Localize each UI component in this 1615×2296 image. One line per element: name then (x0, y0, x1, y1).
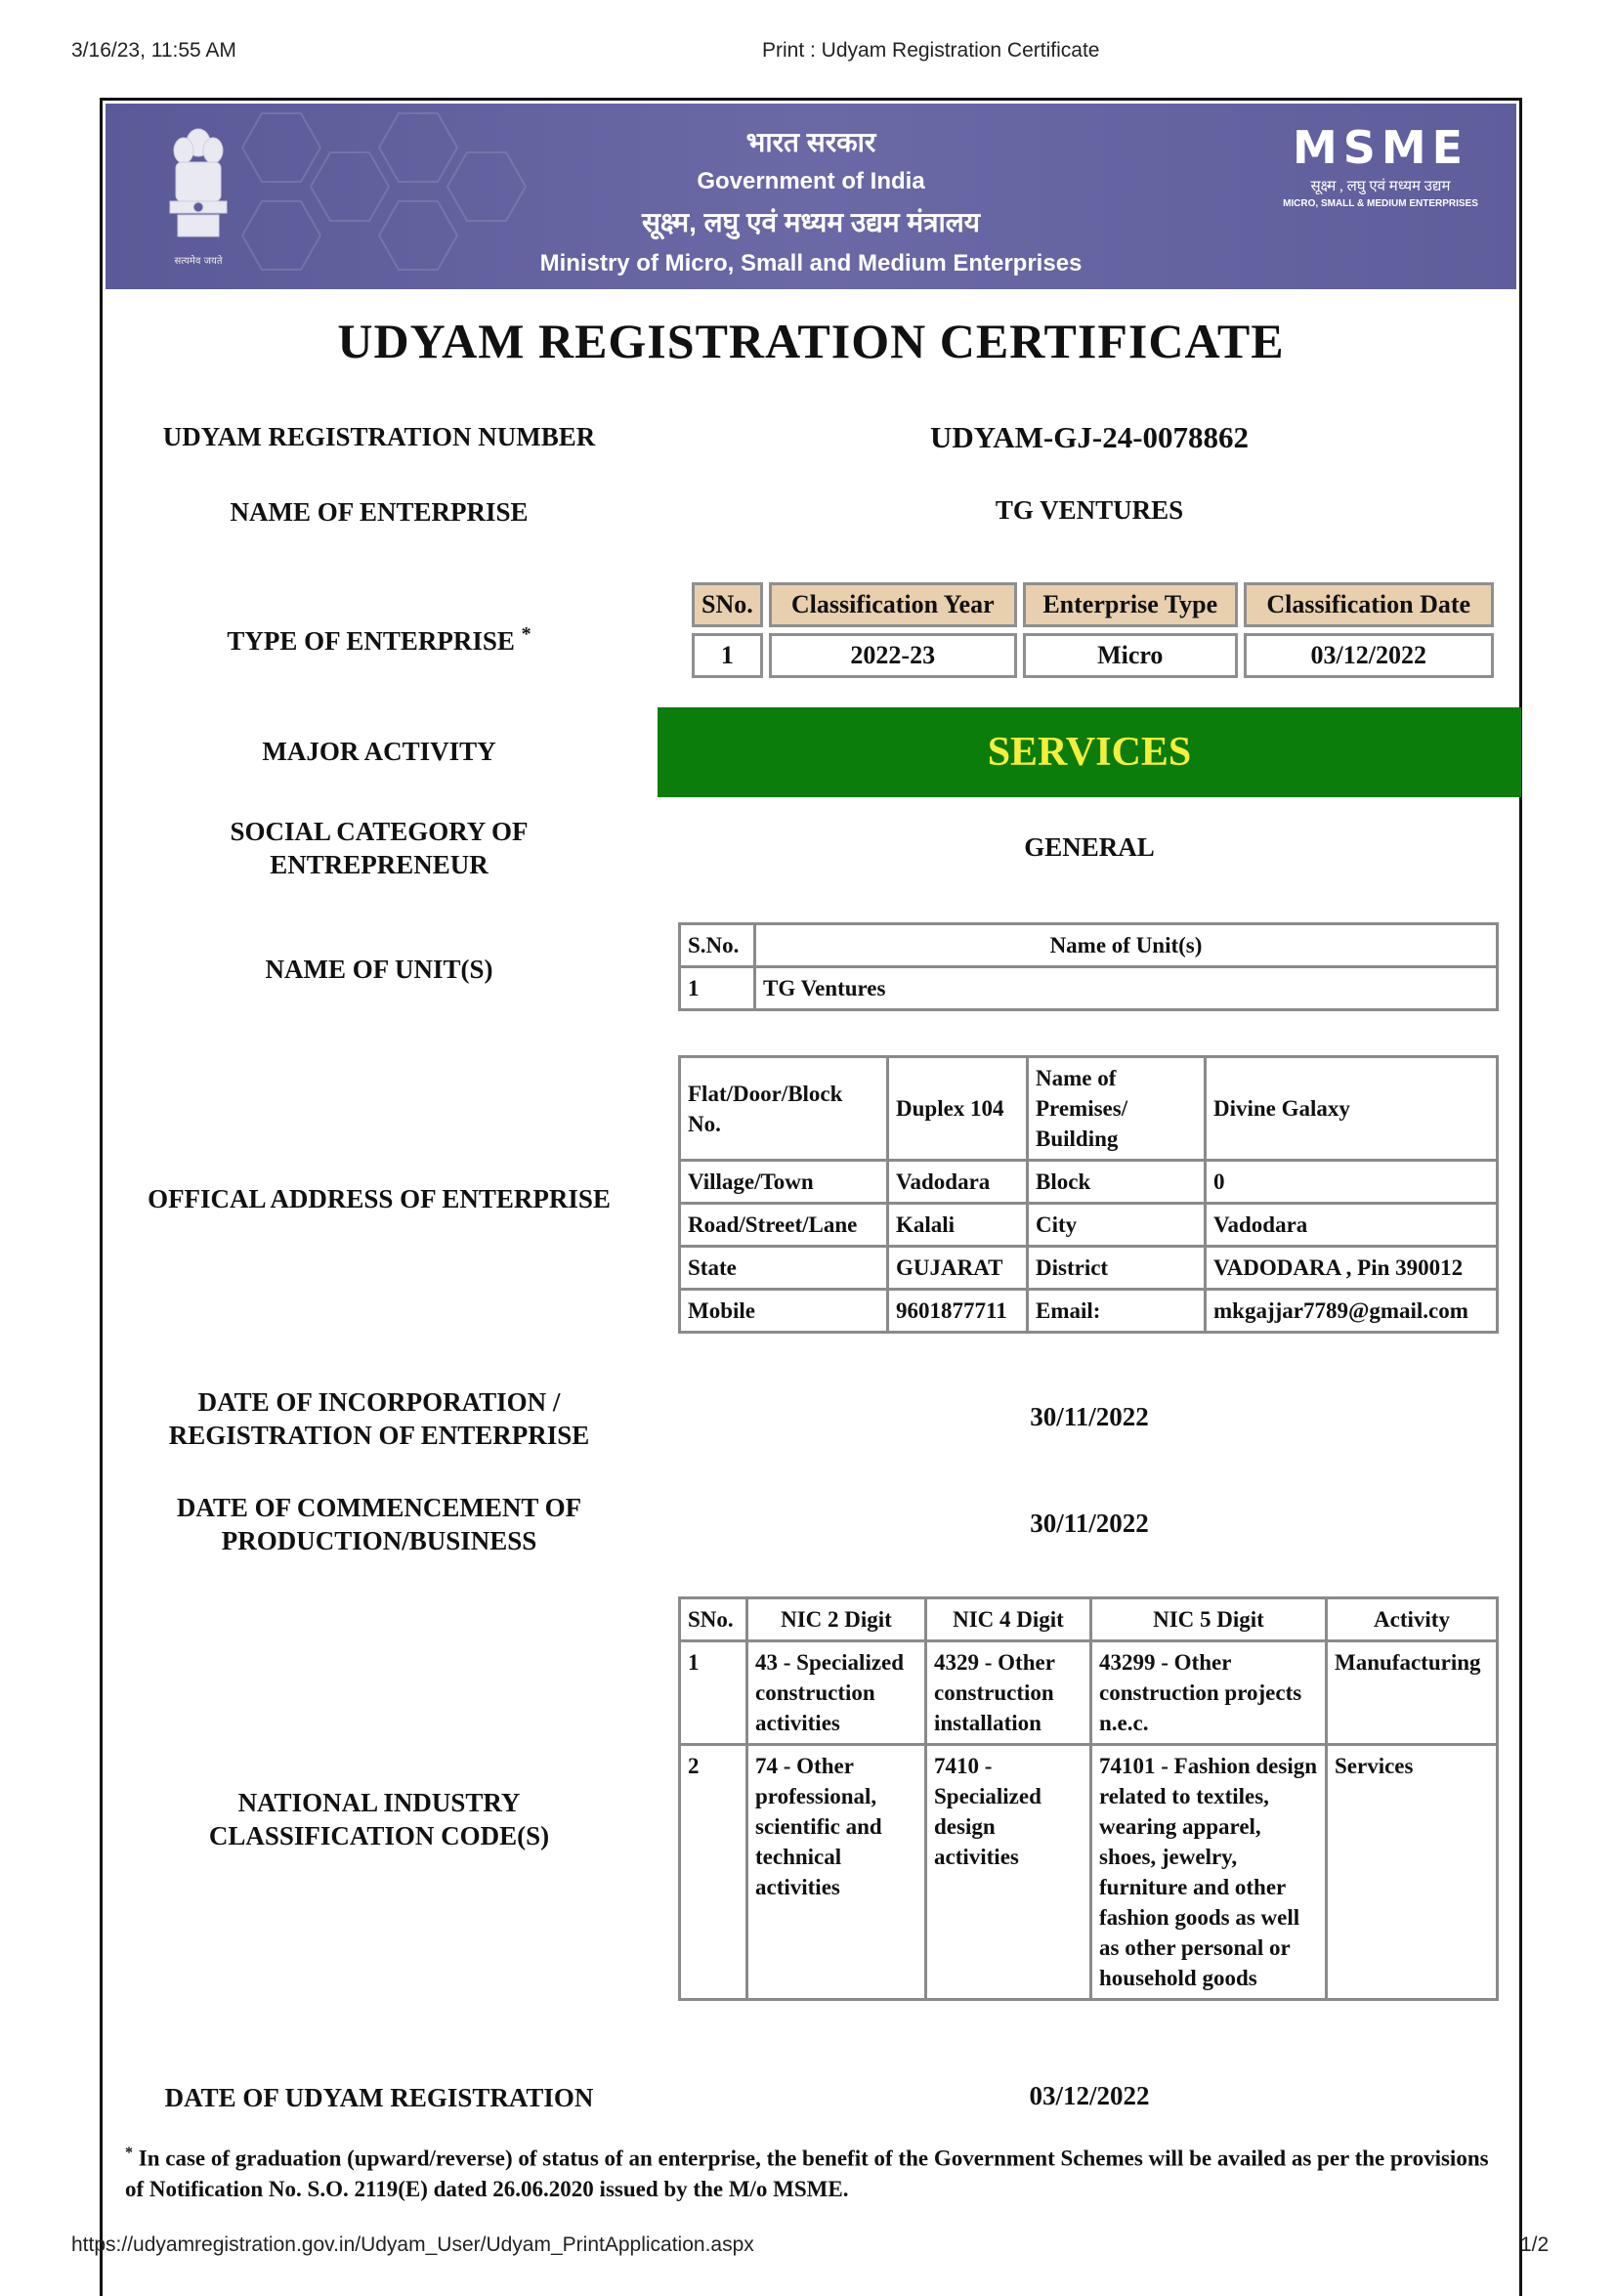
label-enterprise-type (106, 617, 653, 658)
nic-table (678, 1596, 1499, 2001)
label-address: OFFICAL ADDRESS OF ENTERPRISE (148, 1184, 611, 1213)
cell-sno: 2 (680, 1745, 747, 2000)
cell-activity: Services (1327, 1745, 1498, 2000)
label-commencement-l2: PRODUCTION/BUSINESS (221, 1526, 537, 1555)
cell-key: Flat/Door/Block No. (680, 1057, 888, 1161)
cell-key: Block (1028, 1161, 1206, 1204)
cell-classification-year: 2022-23 (769, 633, 1017, 678)
cell-value: 0 (1206, 1161, 1498, 1204)
value-udyam-date: 03/12/2022 (1029, 2081, 1150, 2110)
cell-value: Kalali (888, 1204, 1028, 1247)
table-row (680, 1641, 1498, 1745)
msme-hindi: सूक्ष्म , लघु एवं मध्यम उद्यम (1310, 179, 1451, 194)
footnote (125, 2138, 1503, 2204)
cell-classification-date: 03/12/2022 (1244, 633, 1494, 678)
table-header-row (680, 1598, 1498, 1641)
value-incorporation-date: 30/11/2022 (1030, 1402, 1149, 1431)
cell-sno: 1 (680, 1641, 747, 1745)
cell-activity: Manufacturing (1327, 1641, 1498, 1745)
cell-key: Name of Premises/ Building (1028, 1057, 1206, 1161)
cell-nic4: 7410 - Specialized design activities (926, 1745, 1091, 2000)
label-commencement-l1: DATE OF COMMENCEMENT OF (176, 1493, 582, 1522)
col-sno: SNo. (680, 1598, 747, 1641)
cell-value: GUJARAT (888, 1247, 1028, 1290)
col-classification-year: Classification Year (769, 582, 1017, 627)
msme-logo (1263, 121, 1498, 209)
cell-value: Duplex 104 (888, 1057, 1028, 1161)
label-nic-l1: NATIONAL INDUSTRY (237, 1788, 521, 1817)
cell-key: City (1028, 1204, 1206, 1247)
label-incorporation-l2: REGISTRATION OF ENTERPRISE (168, 1421, 590, 1450)
col-unit-name: Name of Unit(s) (755, 924, 1498, 967)
cell-value: Divine Galaxy (1206, 1057, 1498, 1161)
table-row (680, 1057, 1498, 1161)
table-row (680, 1247, 1498, 1290)
cell-value: Vadodara (1206, 1204, 1498, 1247)
cell-value: VADODARA , Pin 390012 (1206, 1247, 1498, 1290)
certificate-title: UDYAM REGISTRATION CERTIFICATE (337, 314, 1285, 368)
ministry-banner (106, 104, 1516, 289)
col-nic4: NIC 4 Digit (926, 1598, 1091, 1641)
table-row (680, 1204, 1498, 1247)
label-social-category-l2: ENTREPRENEUR (270, 850, 489, 879)
label-incorporation (106, 1385, 653, 1452)
cell-nic2: 43 - Specialized construction activities (747, 1641, 926, 1745)
cell-sno: 1 (680, 967, 755, 1010)
cell-enterprise-type: Micro (1023, 633, 1238, 678)
value-commencement-date: 30/11/2022 (1030, 1509, 1149, 1538)
major-activity-value: SERVICES (658, 707, 1521, 797)
col-nic5: NIC 5 Digit (1091, 1598, 1327, 1641)
print-page-number: 1/2 (1520, 2233, 1550, 2256)
cell-key: Village/Town (680, 1161, 888, 1204)
print-title: Print : Udyam Registration Certificate (762, 39, 1100, 62)
msme-logo-text: MSME (1292, 121, 1469, 174)
cell-value-email: mkgajjar7789@gmail.com (1206, 1290, 1498, 1333)
unit-names-table (678, 922, 1499, 1011)
footnote-text: In case of graduation (upward/reverse) of status of an enterprise, the benefit of the Government Schemes will be availed as per the provisions of Notification No. S.O. 2119(E) dated 26.06.2020 issued by the M/o MSME. (125, 2146, 1489, 2201)
emblem-motto: सत्यमेव जयते (174, 256, 223, 267)
label-commencement (106, 1491, 653, 1557)
label-incorporation-l1: DATE OF INCORPORATION / (197, 1387, 561, 1417)
hindi-ministry: सूक्ष्म, लघु एवं मध्यम उद्यम मंत्रालय (641, 207, 981, 237)
cell-nic2: 74 - Other professional, scientific and technical activities (747, 1745, 926, 2000)
table-row (692, 633, 1494, 678)
col-sno: SNo. (692, 582, 763, 627)
cell-nic5: 74101 - Fashion design related to textiles, wearing apparel, shoes, jewelry, furniture and other fashion goods as well as other personal or household goods (1091, 1745, 1327, 2000)
label-reg-number: UDYAM REGISTRATION NUMBER (162, 422, 596, 451)
cell-nic4: 4329 - Other construction installation (926, 1641, 1091, 1745)
value-enterprise-name: TG VENTURES (995, 495, 1184, 525)
col-activity: Activity (1327, 1598, 1498, 1641)
table-row (680, 1745, 1498, 2000)
label-nic (106, 1786, 653, 1852)
label-enterprise-name: NAME OF ENTERPRISE (230, 497, 529, 527)
address-table (678, 1055, 1499, 1334)
table-row (680, 1161, 1498, 1204)
cell-key: District (1028, 1247, 1206, 1290)
cell-key: Mobile (680, 1290, 888, 1333)
col-enterprise-type: Enterprise Type (1023, 582, 1238, 627)
cell-key: Email: (1028, 1290, 1206, 1333)
col-nic2: NIC 2 Digit (747, 1598, 926, 1641)
table-row (680, 1290, 1498, 1333)
cell-unit-name: TG Ventures (755, 967, 1498, 1010)
label-nic-l2: CLASSIFICATION CODE(S) (208, 1821, 550, 1850)
label-unit-names: NAME OF UNIT(S) (265, 955, 493, 984)
value-social-category: GENERAL (1024, 832, 1155, 862)
gov-india: Government of India (697, 168, 925, 194)
enterprise-type-table (686, 576, 1500, 684)
cell-sno: 1 (692, 633, 763, 678)
cell-value: Vadodara (888, 1161, 1028, 1204)
cell-key: State (680, 1247, 888, 1290)
col-sno: S.No. (680, 924, 755, 967)
print-datetime: 3/16/23, 11:55 AM (71, 39, 236, 62)
cell-value: 9601877711 (888, 1290, 1028, 1333)
msme-sub: MICRO, SMALL & MEDIUM ENTERPRISES (1283, 198, 1478, 209)
label-enterprise-type-text: TYPE OF ENTERPRISE (227, 626, 515, 656)
label-social-category (106, 815, 653, 881)
hindi-gov: भारत सरकार (745, 127, 876, 157)
ministry-name: Ministry of Micro, Small and Medium Enterprises (539, 250, 1083, 276)
label-major-activity: MAJOR ACTIVITY (262, 737, 496, 766)
print-url: https://udyamregistration.gov.in/Udyam_User/Udyam_PrintApplication.aspx (71, 2233, 754, 2256)
table-header-row (680, 924, 1498, 967)
table-row (680, 967, 1498, 1010)
asterisk-mark: * (521, 623, 531, 645)
table-header-row (692, 582, 1494, 627)
label-udyam-date: DATE OF UDYAM REGISTRATION (164, 2083, 594, 2112)
cell-key: Road/Street/Lane (680, 1204, 888, 1247)
value-reg-number: UDYAM-GJ-24-0078862 (929, 420, 1250, 454)
footnote-mark: * (125, 2145, 133, 2161)
label-social-category-l1: SOCIAL CATEGORY OF (230, 817, 529, 846)
col-classification-date: Classification Date (1244, 582, 1494, 627)
cell-nic5: 43299 - Other construction projects n.e.c. (1091, 1641, 1327, 1745)
